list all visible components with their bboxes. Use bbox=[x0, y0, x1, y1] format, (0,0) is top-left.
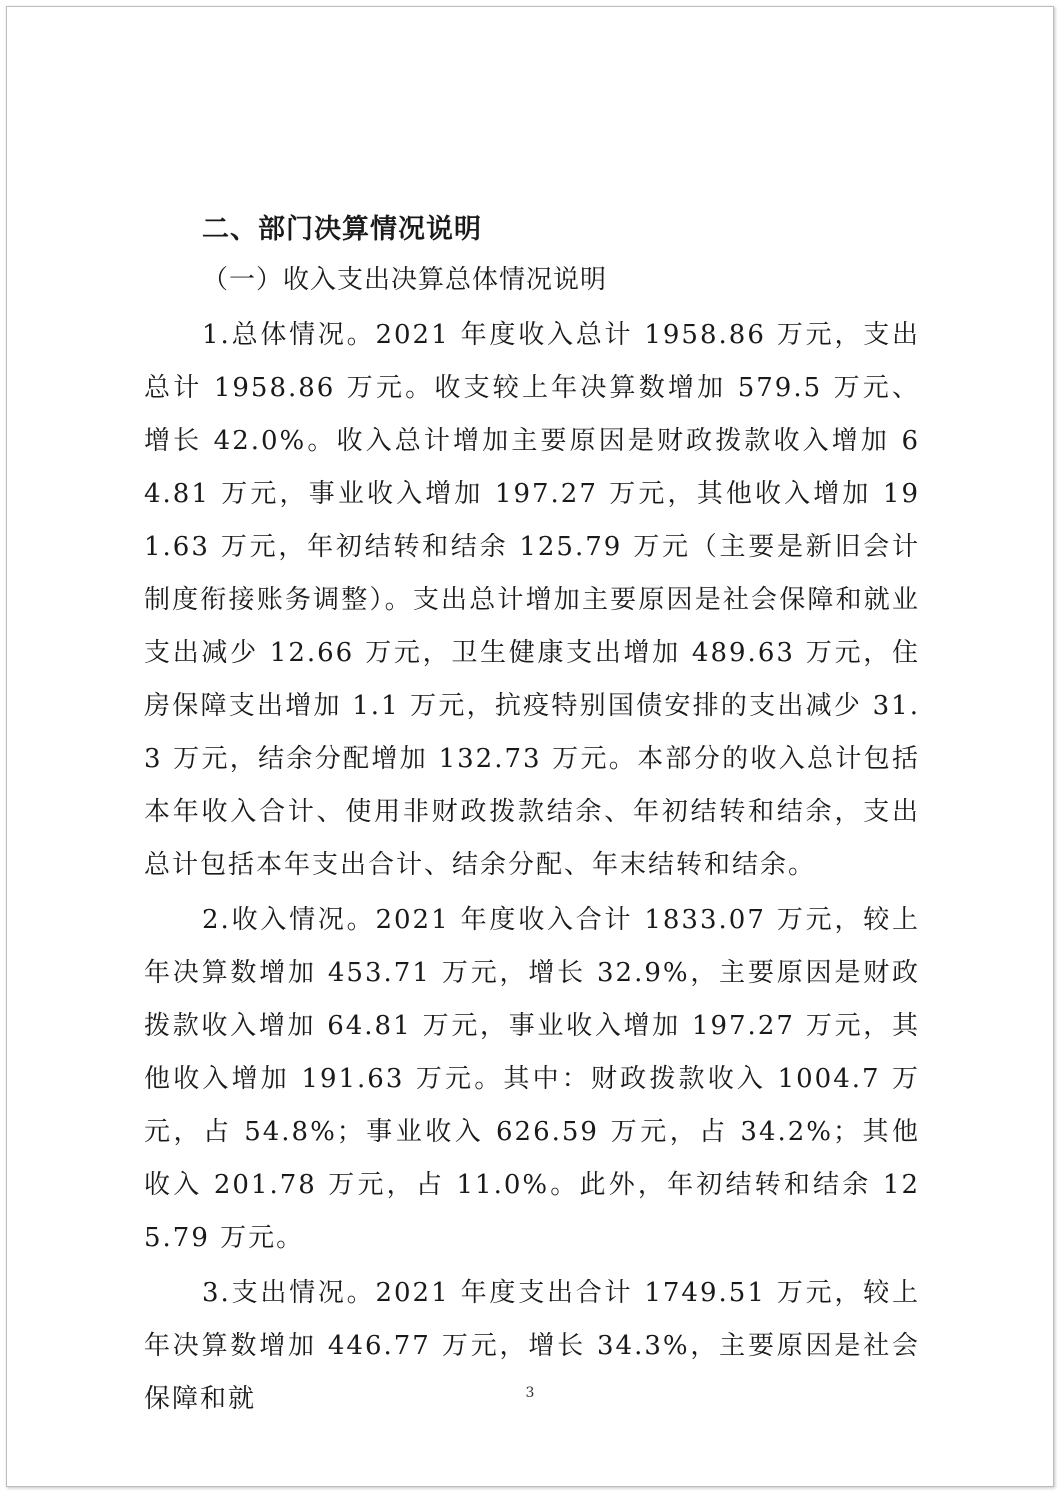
section-heading: 二、部门决算情况说明 bbox=[202, 214, 482, 245]
subsection-heading: （一）收入支出决算总体情况说明 bbox=[202, 265, 608, 295]
page-number: 3 bbox=[525, 1385, 535, 1401]
paragraph-expenditure: 3.支出情况。2021 年度支出合计 1749.51 万元，较上年决算数增加 446.77 万元，增长 34.3%，主要原因是社会保障和就 bbox=[144, 1278, 920, 1414]
paragraph-overall: 1.总体情况。2021 年度收入总计 1958.86 万元，支出总计 1958.86 万元。收支较上年决算数增加 579.5 万元、增长 42.0%。收入总计增加主要原因是财政拨款收入增加 64.81 万元，事业收入增加 197.27 万元，其他收入增加 191.63 万元，年初结转和结余 125.79 万元（主要是新旧会计制度衔接账务调整）。支出总计增加主要原因是社会保障和就业支出减少 12.66 万元，卫生健康支出增加 489.63 万元，住房保障支出增加 1.1 万元，抗疫特别国债安排的支出减少 31.3 万元，结余分配增加 132.73 万元。本部分的收入总计包括本年收入合计、使用非财政拨款结余、年初结转和结余，支出总计包括本年支出合计、结余分配、年末结转和结余。 bbox=[144, 320, 920, 880]
paragraph-income: 2.收入情况。2021 年度收入合计 1833.07 万元，较上年决算数增加 453.71 万元，增长 32.9%，主要原因是财政拨款收入增加 64.81 万元，事业收入增加 197.27 万元，其他收入增加 191.63 万元。其中：财政拨款收入 1004.7 万元，占 54.8%；事业收入 626.59 万元，占 34.2%；其他收入 201.78 万元，占 11.0%。此外，年初结转和结余 125.79 万元。 bbox=[144, 905, 920, 1253]
document-page bbox=[6, 6, 1054, 1487]
document-body bbox=[144, 207, 920, 1428]
